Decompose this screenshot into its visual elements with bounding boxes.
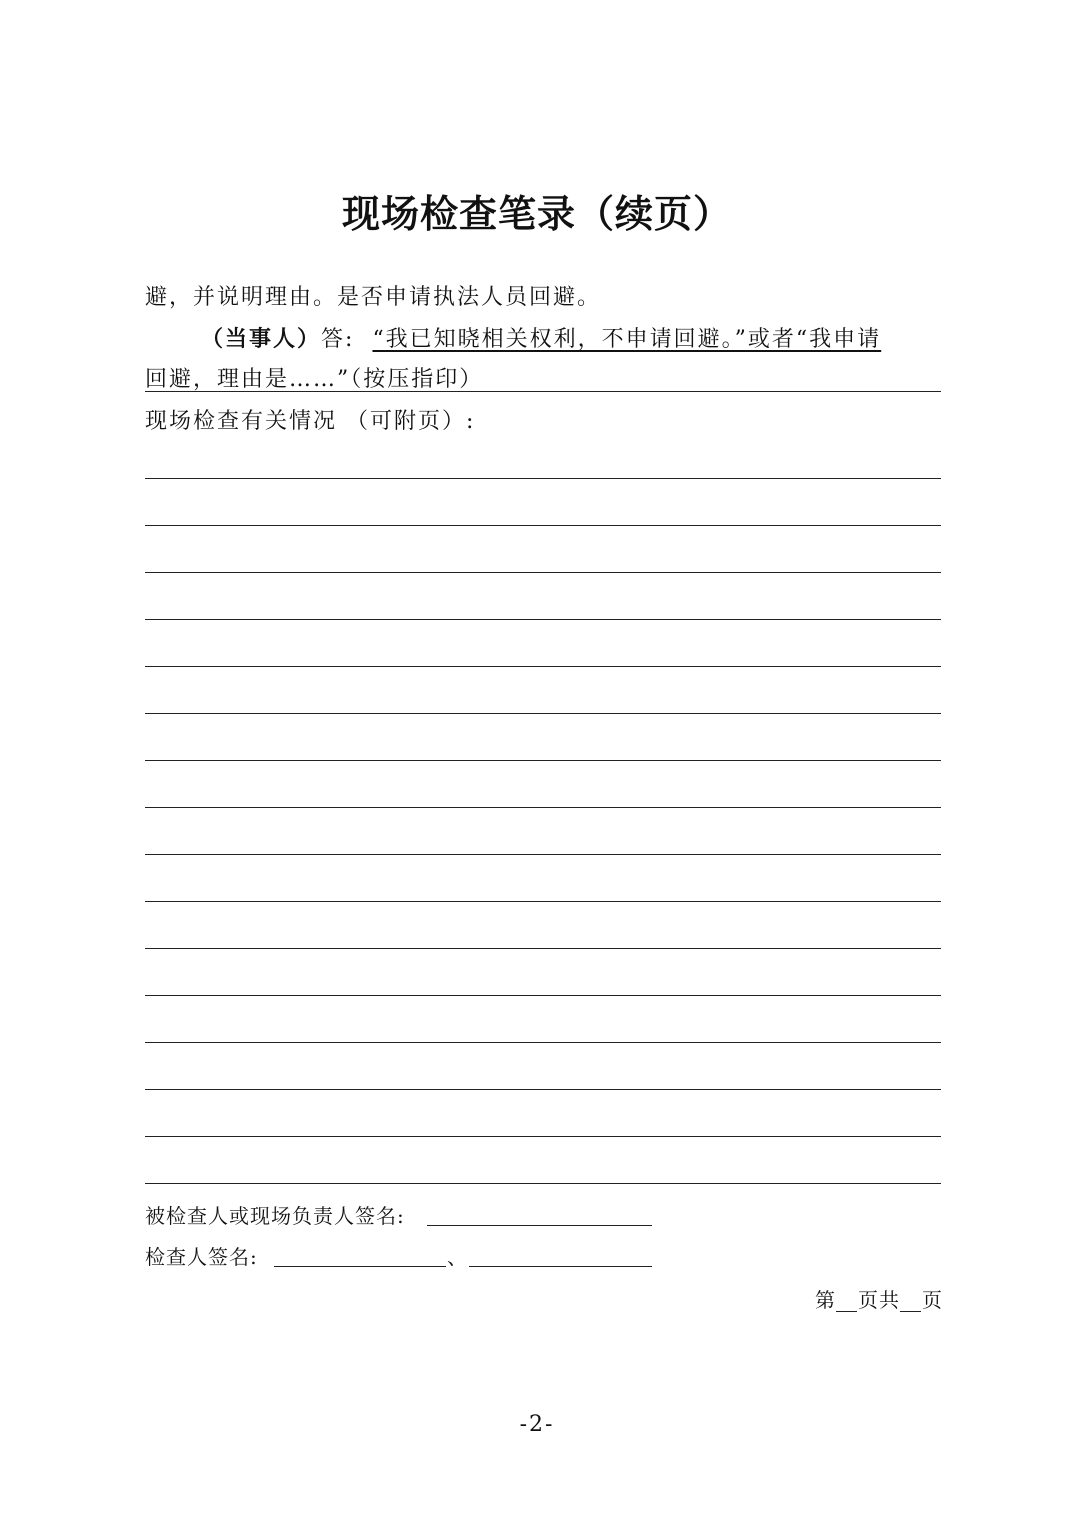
writing-line[interactable] [145,478,941,479]
party-label: （当事人） [201,327,322,352]
paragraph-line-1: 避，并说明理由。是否申请执法人员回避。 [145,285,602,310]
writing-line[interactable] [145,948,941,949]
answer-underline [145,391,941,392]
inspected-signature-label: 被检查人或现场负责人签名: [145,1204,405,1228]
page-counter-total-field[interactable] [900,1311,921,1312]
writing-line[interactable] [145,525,941,526]
writing-line[interactable] [145,995,941,996]
page-title: 现场检查笔录（续页） [341,192,732,236]
page-counter-prefix: 第 [815,1288,836,1312]
writing-line[interactable] [145,807,941,808]
writing-line[interactable] [145,713,941,714]
writing-line[interactable] [145,1183,941,1184]
inspector-separator: 、 [447,1245,468,1269]
writing-line[interactable] [145,901,941,902]
writing-line[interactable] [145,619,941,620]
inspector-signature-field-2[interactable] [469,1266,652,1267]
inspected-signature-field[interactable] [427,1225,652,1226]
paragraph-line-2 [145,325,941,355]
writing-line[interactable] [145,572,941,573]
writing-line[interactable] [145,760,941,761]
writing-line[interactable] [145,1089,941,1090]
writing-line[interactable] [145,1136,941,1137]
inspector-signature-field-1[interactable] [274,1266,446,1267]
page-counter-suffix: 页 [922,1288,943,1312]
writing-line[interactable] [145,666,941,667]
inspector-signature-label: 检查人签名: [145,1245,258,1269]
answer-text-line2: 回避，理由是……”（按压指印） [145,367,484,392]
answer-label: 答: [321,327,355,352]
writing-line[interactable] [145,854,941,855]
writing-line[interactable] [145,1042,941,1043]
answer-text-line1: “我已知晓相关权利，不申请回避。”或者“我申请 [372,327,882,352]
section-label: 现场检查有关情况 （可附页）: [145,409,476,434]
page-counter-middle: 页共 [858,1288,900,1312]
page-number: -2- [519,1412,555,1437]
page-counter-current-field[interactable] [836,1311,857,1312]
